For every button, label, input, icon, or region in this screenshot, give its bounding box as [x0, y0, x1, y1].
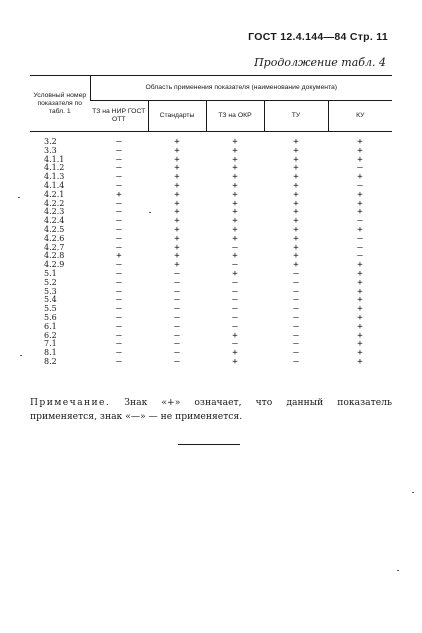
applicability-mark: + [357, 295, 363, 306]
applicability-mark: — [232, 312, 238, 323]
applicability-mark: — [174, 304, 180, 315]
applicability-mark: + [293, 198, 299, 209]
applicability-mark: + [232, 233, 238, 244]
applicability-mark: — [232, 295, 238, 306]
row-number: 4.2.9 [44, 260, 65, 270]
applicability-mark: — [232, 277, 238, 288]
row-number: 4.2.4 [44, 216, 65, 226]
applicability-mark: — [357, 233, 363, 244]
row-number: 4.2.2 [44, 198, 65, 208]
applicability-mark: + [232, 356, 238, 367]
applicability-mark: — [116, 163, 122, 174]
applicability-mark: — [116, 339, 122, 350]
applicability-mark: + [174, 163, 180, 174]
scan-speck [18, 197, 20, 198]
applicability-mark: — [357, 163, 363, 174]
note-lead: Примечание. [30, 397, 111, 408]
row-number: 4.1.2 [44, 163, 65, 173]
applicability-mark: — [116, 295, 122, 306]
applicability-mark: — [116, 154, 122, 165]
row-number: 4.1.1 [44, 154, 65, 164]
applicability-mark: — [232, 286, 238, 297]
applicability-mark: + [357, 224, 363, 235]
applicability-mark: + [174, 154, 180, 165]
table-row [30, 147, 392, 156]
applicability-mark: + [232, 172, 238, 183]
applicability-mark: — [116, 233, 122, 244]
applicability-mark: + [293, 180, 299, 191]
applicability-mark: + [357, 154, 363, 165]
applicability-mark: + [232, 330, 238, 341]
applicability-mark: — [174, 295, 180, 306]
applicability-mark: — [116, 145, 122, 156]
applicability-mark: + [357, 189, 363, 200]
applicability-mark: — [293, 312, 299, 323]
applicability-mark: — [232, 339, 238, 350]
row-number: 4.2.1 [44, 189, 65, 199]
applicability-mark: — [293, 339, 299, 350]
applicability-mark: + [293, 154, 299, 165]
applicability-mark: + [232, 198, 238, 209]
column-header: ТЗ на НИР ГОСТ ОТТ [90, 101, 148, 132]
table-row [30, 323, 392, 332]
applicability-mark: + [293, 163, 299, 174]
table-row [30, 226, 392, 235]
applicability-mark: — [293, 268, 299, 279]
row-number: 8.2 [44, 356, 57, 366]
row-number: 5.5 [44, 304, 57, 314]
row-number: 4.2.5 [44, 224, 65, 234]
applicability-mark: + [293, 216, 299, 227]
applicability-mark: — [116, 268, 122, 279]
applicability-mark: + [357, 137, 363, 147]
applicability-mark: — [116, 137, 122, 147]
applicability-mark: — [174, 339, 180, 350]
row-number: 7.1 [44, 339, 57, 349]
row-number: 3.2 [44, 137, 57, 146]
column-header: Стандарты [148, 101, 206, 132]
table-row [30, 305, 392, 314]
applicability-mark: — [116, 321, 122, 332]
table-continuation-caption: Продолжение табл. 4 [254, 56, 386, 69]
applicability-mark: + [357, 321, 363, 332]
applicability-mark: + [174, 207, 180, 218]
row-number: 8.1 [44, 348, 57, 358]
applicability-mark: — [116, 277, 122, 288]
applicability-mark: + [116, 189, 122, 200]
applicability-mark: — [232, 321, 238, 332]
table-row [30, 270, 392, 279]
applicability-mark: — [116, 356, 122, 367]
scan-speck [412, 492, 414, 493]
applicability-mark: — [116, 242, 122, 253]
row-number: 5.1 [44, 268, 57, 278]
applicability-mark: + [293, 172, 299, 183]
applicability-mark: + [357, 304, 363, 315]
applicability-mark: — [174, 312, 180, 323]
applicability-mark: — [116, 260, 122, 271]
applicability-mark: + [357, 198, 363, 209]
applicability-mark: + [357, 145, 363, 156]
table-row [30, 279, 392, 288]
table-row [30, 191, 392, 200]
applicability-mark: — [293, 277, 299, 288]
row-number: 4.2.6 [44, 233, 65, 243]
row-number: 3.3 [44, 145, 57, 155]
applicability-mark: + [293, 207, 299, 218]
applicability-mark: + [293, 260, 299, 271]
column-header: ТУ [264, 101, 328, 132]
applicability-mark: — [232, 260, 238, 271]
applicability-mark: — [293, 348, 299, 359]
table-row [30, 132, 392, 147]
applicability-mark: + [174, 216, 180, 227]
applicability-mark: + [357, 172, 363, 183]
applicability-mark: + [232, 216, 238, 227]
applicability-mark: — [232, 242, 238, 253]
row-number: 5.2 [44, 277, 57, 287]
row-number: 5.4 [44, 295, 57, 305]
column-header: ТЗ на ОКР [206, 101, 264, 132]
row-number-header: Условный номер показателя по табл. 1 [30, 76, 90, 132]
applicability-mark: + [232, 145, 238, 156]
table-body [30, 132, 392, 367]
applicability-mark: + [293, 233, 299, 244]
row-number: 6.2 [44, 330, 57, 340]
applicability-mark: + [293, 224, 299, 235]
applicability-mark: + [357, 312, 363, 323]
table-row [30, 217, 392, 226]
applicability-mark: + [232, 137, 238, 147]
applicability-mark: + [357, 268, 363, 279]
note-text: Знак «+» означает, что данный показатель применяется, знак «—» — не применяется. [30, 397, 392, 422]
applicability-mark: + [293, 189, 299, 200]
applicability-mark: — [357, 242, 363, 253]
applicability-mark: + [232, 207, 238, 218]
applicability-mark: — [293, 304, 299, 315]
table-row [30, 340, 392, 349]
scan-speck [20, 355, 22, 356]
scan-speck [149, 212, 151, 213]
applicability-mark: + [357, 330, 363, 341]
row-number: 4.2.3 [44, 207, 65, 217]
applicability-mark: — [174, 330, 180, 341]
applicability-mark: + [293, 242, 299, 253]
applicability-mark: — [293, 356, 299, 367]
row-number: 6.1 [44, 321, 57, 331]
applicability-mark: + [232, 224, 238, 235]
applicability-mark: + [357, 348, 363, 359]
applicability-mark: — [116, 224, 122, 235]
applicability-mark: — [116, 286, 122, 297]
applicability-mark: + [357, 260, 363, 271]
table-row [30, 173, 392, 182]
scope-group-header: Область применения показателя (наименование документа) [90, 76, 392, 101]
applicability-mark: — [116, 304, 122, 315]
applicability-mark: + [357, 207, 363, 218]
table-row [30, 288, 392, 297]
table-row [30, 314, 392, 323]
applicability-table [30, 75, 392, 367]
applicability-mark: + [357, 277, 363, 288]
page-header: ГОСТ 12.4.144—84 Стр. 11 [248, 31, 388, 43]
applicability-mark: + [174, 251, 180, 262]
applicability-mark: — [174, 286, 180, 297]
applicability-mark: — [174, 348, 180, 359]
applicability-mark: — [174, 268, 180, 279]
table-row [30, 164, 392, 173]
applicability-mark: + [293, 145, 299, 156]
applicability-mark: + [232, 180, 238, 191]
table-row [30, 182, 392, 191]
applicability-mark: — [293, 286, 299, 297]
row-number: 4.2.7 [44, 242, 65, 252]
applicability-mark: — [232, 304, 238, 315]
applicability-mark: + [174, 224, 180, 235]
table-note [30, 396, 392, 424]
applicability-mark: + [232, 348, 238, 359]
row-number: 4.1.4 [44, 180, 65, 190]
table-row [30, 358, 392, 367]
scan-speck [397, 570, 399, 571]
applicability-mark: + [174, 145, 180, 156]
table-row [30, 156, 392, 165]
applicability-mark: + [293, 251, 299, 262]
applicability-mark: + [357, 339, 363, 350]
row-number: 5.3 [44, 286, 57, 296]
column-header: КУ [328, 101, 392, 132]
applicability-mark: + [116, 251, 122, 262]
applicability-mark: + [232, 251, 238, 262]
applicability-mark: — [174, 277, 180, 288]
applicability-mark: + [232, 189, 238, 200]
applicability-mark: + [232, 154, 238, 165]
applicability-mark: + [232, 163, 238, 174]
table-row [30, 252, 392, 261]
applicability-mark: — [174, 356, 180, 367]
row-number: 4.1.3 [44, 172, 65, 182]
row-number: 4.2.8 [44, 251, 65, 261]
row-number: 5.6 [44, 312, 57, 322]
applicability-mark: — [357, 251, 363, 262]
applicability-mark: — [116, 180, 122, 191]
table-row [30, 296, 392, 305]
applicability-mark: + [293, 137, 299, 147]
table-row [30, 244, 392, 253]
table-row [30, 200, 392, 209]
applicability-mark: + [174, 137, 180, 147]
applicability-mark: + [174, 180, 180, 191]
table-row [30, 349, 392, 358]
applicability-mark: + [174, 189, 180, 200]
applicability-mark: — [293, 330, 299, 341]
applicability-mark: — [116, 172, 122, 183]
end-rule [178, 444, 240, 445]
table-row [30, 235, 392, 244]
applicability-mark: + [357, 286, 363, 297]
applicability-mark: + [174, 242, 180, 253]
applicability-mark: — [116, 312, 122, 323]
applicability-mark: — [116, 330, 122, 341]
applicability-mark: + [357, 356, 363, 367]
applicability-mark: — [116, 198, 122, 209]
applicability-mark: + [174, 198, 180, 209]
table-row [30, 208, 392, 217]
applicability-mark: + [174, 260, 180, 271]
table-row [30, 332, 392, 341]
applicability-mark: — [116, 348, 122, 359]
applicability-mark: + [174, 172, 180, 183]
applicability-mark: + [232, 268, 238, 279]
applicability-mark: — [357, 216, 363, 227]
applicability-mark: — [116, 207, 122, 218]
applicability-mark: — [174, 321, 180, 332]
applicability-mark: — [293, 295, 299, 306]
applicability-mark: — [293, 321, 299, 332]
applicability-mark: — [357, 180, 363, 191]
applicability-mark: — [116, 216, 122, 227]
applicability-mark: + [174, 233, 180, 244]
table-row [30, 261, 392, 270]
